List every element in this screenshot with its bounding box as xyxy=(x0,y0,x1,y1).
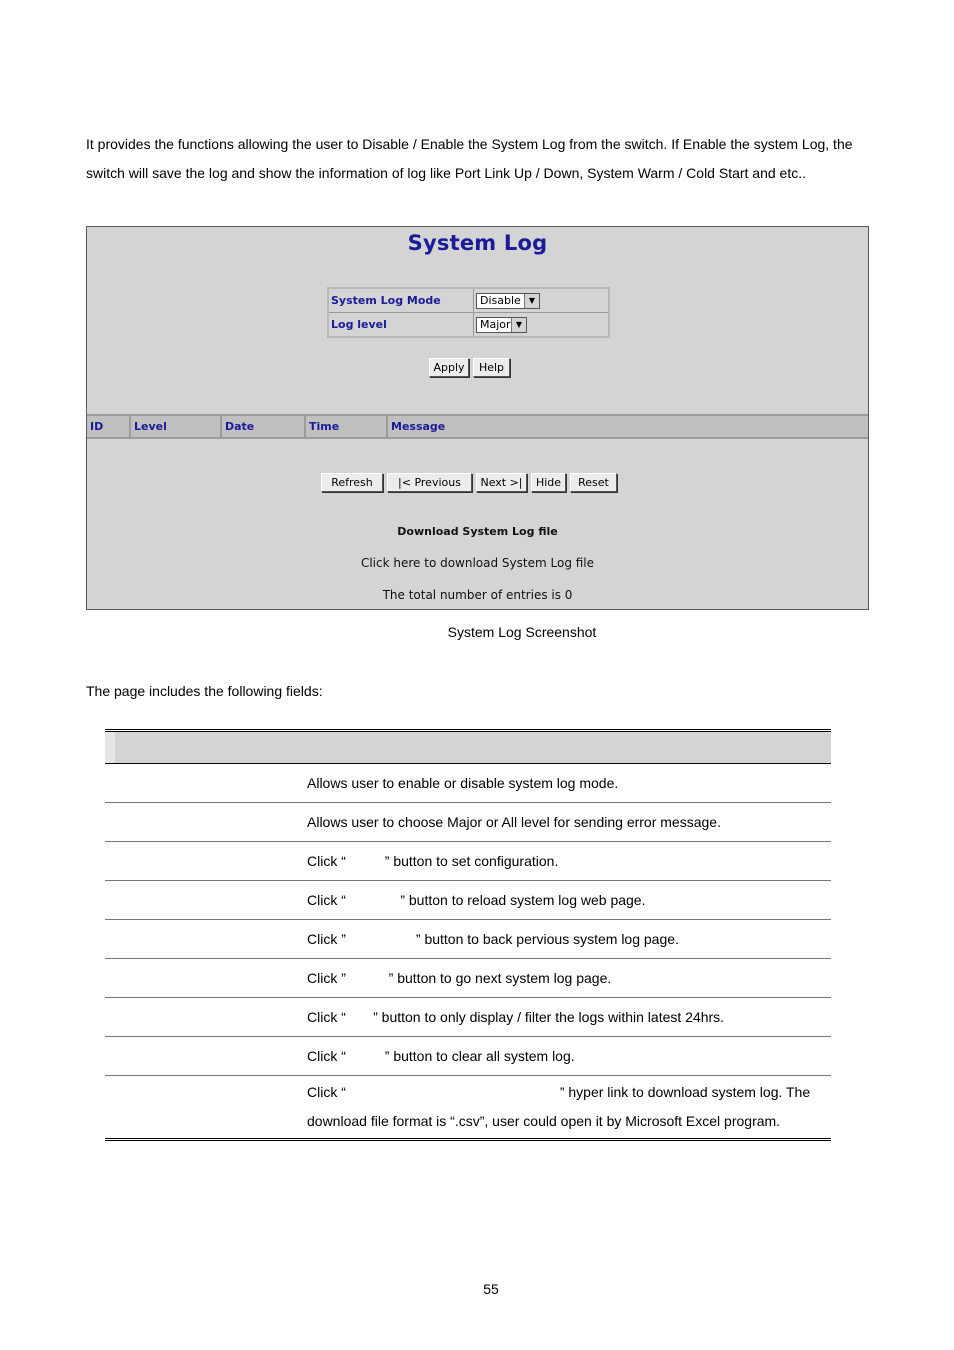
system-log-screenshot xyxy=(86,226,869,610)
figure-caption: System Log Screenshot xyxy=(447,624,597,640)
refresh-button[interactable]: Refresh xyxy=(321,473,383,492)
field-row xyxy=(105,764,831,803)
chevron-down-icon: ▼ xyxy=(524,294,539,308)
field-description: Click “ ” button to only display / filter the logs within latest 24hrs. xyxy=(307,1009,725,1025)
column-time: Time xyxy=(306,416,388,437)
log-level-select[interactable]: Major ▼ xyxy=(476,317,527,333)
field-description: Allows user to choose Major or All level for sending error message. xyxy=(307,814,721,830)
download-heading: Download System Log file xyxy=(397,525,558,538)
screenshot-title: System Log xyxy=(407,231,548,255)
field-description: Click ” ” button to go next system log page. xyxy=(307,970,612,986)
fields-table xyxy=(105,729,831,1141)
hide-button[interactable]: Hide xyxy=(531,473,566,492)
total-entries-text: The total number of entries is 0 xyxy=(382,588,573,602)
apply-button[interactable]: Apply xyxy=(429,358,469,377)
field-description: Allows user to enable or disable system log mode. xyxy=(307,775,619,791)
field-row xyxy=(105,1076,831,1138)
chevron-down-icon: ▼ xyxy=(511,318,526,332)
system-log-mode-label: System Log Mode xyxy=(328,288,474,313)
field-row xyxy=(105,959,831,998)
field-description: Click ” ” button to back pervious system log page. xyxy=(307,931,679,947)
fields-intro: The page includes the following fields: xyxy=(86,683,323,699)
page-number: 55 xyxy=(483,1281,499,1297)
column-id: ID xyxy=(87,416,131,437)
field-row xyxy=(105,1037,831,1076)
field-row xyxy=(105,920,831,959)
field-description: Click “ ” button to clear all system log. xyxy=(307,1048,575,1064)
fields-table-header xyxy=(105,732,831,764)
field-row xyxy=(105,803,831,842)
system-log-mode-select[interactable]: Disable ▼ xyxy=(476,293,540,309)
field-description: Click “ ” button to reload system log web page. xyxy=(307,892,646,908)
help-button[interactable]: Help xyxy=(473,358,510,377)
system-log-form xyxy=(327,287,610,338)
reset-button[interactable]: Reset xyxy=(570,473,617,492)
field-row xyxy=(105,881,831,920)
next-button[interactable]: Next >| xyxy=(476,473,527,492)
field-description: Click “ ” button to set configuration. xyxy=(307,853,559,869)
log-table-header xyxy=(87,414,868,439)
column-date: Date xyxy=(222,416,306,437)
intro-paragraph: It provides the functions allowing the user to Disable / Enable the System Log from the switch. If Enable the system Log, the switch will save the log and show the information of log like Port Link Up / Down, System Warm / Cold Start and etc.. xyxy=(86,136,853,181)
log-level-label: Log level xyxy=(328,313,474,338)
column-level: Level xyxy=(131,416,222,437)
field-row xyxy=(105,998,831,1037)
download-link[interactable]: Click here to download System Log file xyxy=(360,556,595,570)
field-description: Click “ ” hyper link to download system log. The download file format is “.csv”, user could open it by Microsoft Excel program. xyxy=(307,1084,815,1129)
previous-button[interactable]: |< Previous xyxy=(387,473,472,492)
column-message: Message xyxy=(391,420,446,433)
field-row xyxy=(105,842,831,881)
